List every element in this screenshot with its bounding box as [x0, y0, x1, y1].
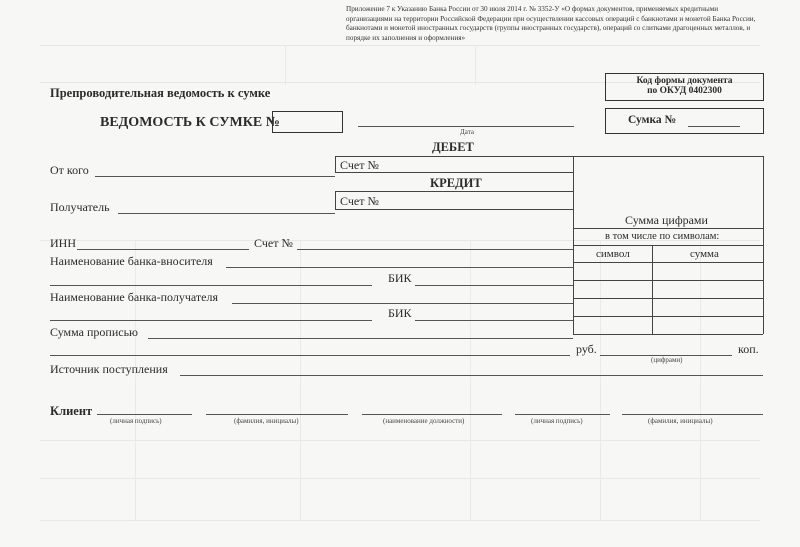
- source-field-line[interactable]: [180, 375, 763, 376]
- digits-hint: (цифрами): [651, 356, 683, 364]
- officer-name-hint: (фамилия, инициалы): [648, 417, 713, 425]
- bank-recipient-bik-line[interactable]: [415, 320, 573, 321]
- symbols-table-row-2[interactable]: [573, 280, 763, 281]
- client-signature-hint: (личная подпись): [110, 417, 162, 425]
- symbols-table-row-4[interactable]: [573, 316, 763, 317]
- recipient-label: Получатель: [50, 200, 110, 214]
- symbols-table-row-1[interactable]: [573, 262, 763, 263]
- debit-header: ДЕБЕТ: [432, 140, 474, 154]
- bank-recipient-field-line-2[interactable]: [50, 320, 372, 321]
- officer-signature-hint: (личная подпись): [531, 417, 583, 425]
- client-name-line[interactable]: [206, 414, 348, 415]
- bank-recipient-field-line[interactable]: [232, 303, 573, 304]
- recipient-account-label: Счет №: [340, 194, 379, 208]
- credit-line: [335, 191, 573, 192]
- bank-recipient-bik-label: БИК: [388, 306, 412, 320]
- symbols-table-divider: [652, 245, 653, 334]
- form-title: Препроводительная ведомость к сумке: [50, 86, 271, 100]
- inn-field-line[interactable]: [77, 249, 249, 250]
- officer-signature-line[interactable]: [515, 414, 610, 415]
- symbols-table-bottom: [573, 334, 763, 335]
- debit-top-line: [335, 156, 763, 157]
- sum-words-field-line-2[interactable]: [50, 355, 570, 356]
- statement-title: ВЕДОМОСТЬ К СУМКЕ №: [100, 115, 280, 130]
- date-hint: Дата: [460, 128, 474, 136]
- recipient-field-line[interactable]: [118, 213, 335, 214]
- sum-words-field-line[interactable]: [148, 338, 573, 339]
- inn-label: ИНН: [50, 236, 76, 250]
- bank-carrier-field-line[interactable]: [226, 267, 573, 268]
- bank-carrier-bik-label: БИК: [388, 271, 412, 285]
- bank-carrier-bik-line[interactable]: [415, 285, 573, 286]
- date-line[interactable]: [358, 126, 574, 127]
- amount-digits-line: [573, 228, 763, 229]
- recipient-account-bottom: [335, 209, 573, 210]
- form-code-label: Код формы документа: [636, 76, 733, 86]
- from-label: От кого: [50, 163, 89, 177]
- bank-carrier-label: Наименование банка-вносителя: [50, 254, 213, 268]
- client-name-hint: (фамилия, инициалы): [234, 417, 299, 425]
- bank-carrier-field-line-2[interactable]: [50, 285, 372, 286]
- symbols-table-top: [573, 245, 763, 246]
- officer-name-line[interactable]: [622, 414, 763, 415]
- client-label: Клиент: [50, 404, 93, 418]
- symbols-table-row-3[interactable]: [573, 298, 763, 299]
- from-field-line[interactable]: [95, 176, 335, 177]
- account-box-left-border: [335, 156, 336, 172]
- form-code-box: [605, 73, 764, 101]
- rub-label: руб.: [576, 342, 597, 356]
- sum-column-header: сумма: [690, 248, 719, 260]
- amount-digits-label: Сумма цифрами: [625, 213, 708, 227]
- inn-account-label: Счет №: [254, 236, 293, 250]
- position-line[interactable]: [362, 414, 502, 415]
- regulation-note: Приложение 7 к Указанию Банка России от 30 июля 2014 г. № 3352-У «О формах документов, применяемых кредитными организациями на территории Российской Федерации при осуществлении кассовых операций с банкнотами и монетой Банка России, банкнотами и монетой иностранных государств (группы иностранных государств), операций со слитками драгоценных металлов, и порядке их заполнения и оформления»: [346, 5, 756, 42]
- credit-header: КРЕДИТ: [430, 176, 482, 190]
- amount-block-right-border: [763, 156, 764, 334]
- credit-account-left-border: [335, 191, 336, 209]
- by-symbols-label: в том числе по символам:: [605, 231, 720, 242]
- inn-account-field-line[interactable]: [297, 249, 573, 250]
- statement-number-box[interactable]: [272, 111, 343, 133]
- bag-label: Сумка №: [628, 114, 677, 126]
- bag-number-box: [605, 108, 764, 134]
- bag-number-line[interactable]: [688, 126, 740, 127]
- sum-words-label: Сумма прописью: [50, 325, 139, 339]
- position-hint: (наименование должности): [383, 417, 465, 425]
- source-label: Источник поступления: [50, 362, 168, 376]
- from-account-label: Счет №: [340, 158, 379, 172]
- symbol-column-header: символ: [596, 248, 630, 260]
- form-code-okud: по ОКУД 0402300: [647, 86, 722, 96]
- bank-recipient-label: Наименование банка-получателя: [50, 290, 218, 304]
- kop-label: коп.: [738, 342, 759, 356]
- client-signature-line[interactable]: [97, 414, 192, 415]
